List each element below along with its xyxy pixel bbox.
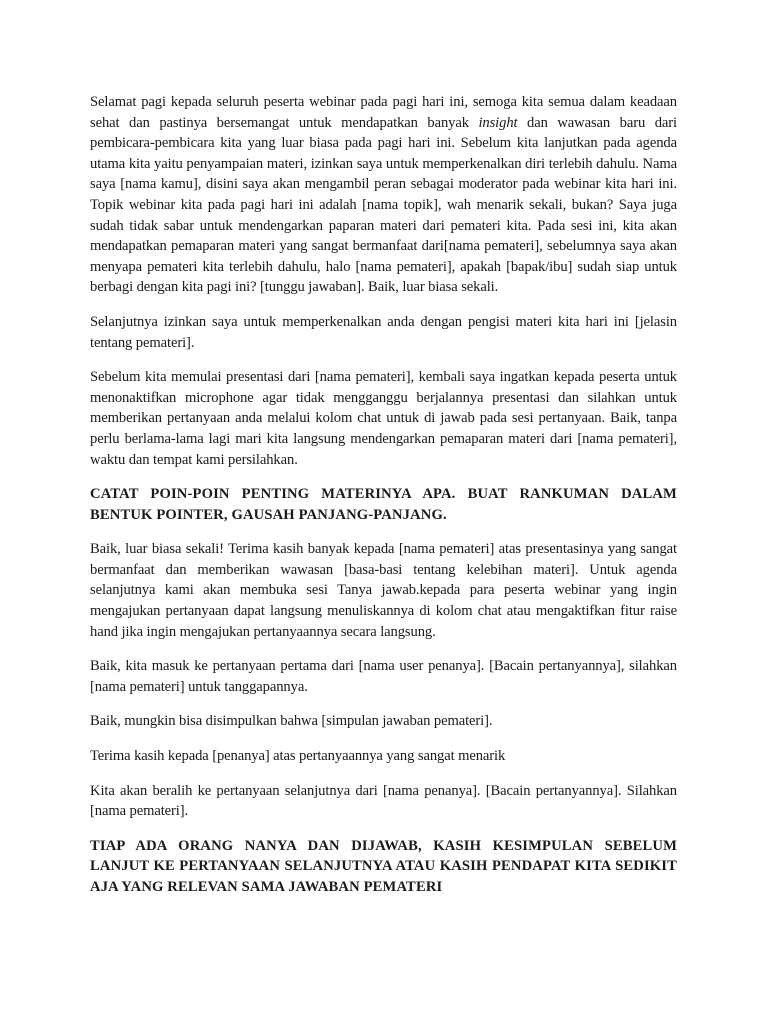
document-page: [90, 92, 677, 912]
paragraph-opening-part1: Selamat pagi kepada seluruh peserta webinar pada pagi hari ini, semoga kita semua dalam keadaan sehat dan pastinya bersemangat untuk mendapatkan banyak: [90, 94, 677, 131]
paragraph-opening: [90, 92, 677, 298]
paragraph-next-question: Kita akan beralih ke pertanyaan selanjutnya dari [nama penanya]. [Bacain pertanyannya]. Silahkan [nama pemateri].: [90, 782, 677, 820]
paragraph-opening-part2: dan wawasan baru dari pembicara-pembicara kita yang luar biasa pada pagi hari ini. Sebelum kita lanjutkan pada agenda utama kita yaitu penyampaian materi, izinkan saya untuk memperkenalkan diri terlebih dahulu. Nama saya [nama kamu], disini saya akan mengambil peran sebagai moderator pada webinar kita hari ini. Topik webinar kita pada pagi hari ini adalah [nama topik], wah menarik sekali, bukan? Saya juga sudah tidak sabar untuk mendengarkan paparan materi dari pemateri kita. Pada sesi ini, kita akan mendapatkan pemaparan materi yang sangat bermanfaat dari[nama pemateri], sebelumnya saya akan menyapa pemateri kita terlebih dahulu, halo [nama pemateri], apakah [bapak/ibu] sudah siap untuk berbagi dengan kita pagi ini? [tunggu jawaban]. Baik, luar biasa sekali.: [90, 114, 678, 296]
paragraph-first-question: Baik, kita masuk ke pertanyaan pertama dari [nama user penanya]. [Bacain pertanyannya], silahkan [nama pemateri] untuk tanggapannya.: [90, 658, 677, 695]
paragraph-introduce-speaker: Selanjutnya izinkan saya untuk memperkenalkan anda dengan pengisi materi kita hari ini [jelasin tentang pemateri].: [90, 313, 677, 351]
paragraph-thanks-asker: Terima kasih kepada [penanya] atas pertanyaannya yang sangat menarik: [90, 748, 506, 765]
italic-word-insight: insight: [478, 114, 518, 131]
paragraph-before-presentation: Sebelum kita memulai presentasi dari [nama pemateri], kembali saya ingatkan kepada peserta untuk menonaktifkan microphone agar tidak mengganggu berjalannya presentasi dan silahkan untuk memberikan pertanyaan anda melalui kolom chat untuk di jawab pada sesi pertanyaan. Baik, tanpa perlu berlama-lama lagi mari kita langsung mendengarkan pemaparan materi dari [nama pemateri], waktu dan tempat kami persilahkan.: [90, 369, 677, 468]
paragraph-conclusion: Baik, mungkin bisa disimpulkan bahwa [simpulan jawaban pemateri].: [90, 713, 493, 730]
instruction-heading-summary: CATAT POIN-POIN PENTING MATERINYA APA. BUAT RANKUMAN DALAM BENTUK POINTER, GAUSAH PANJANG-PANJANG.: [90, 486, 677, 523]
instruction-heading-conclude: TIAP ADA ORANG NANYA DAN DIJAWAB, KASIH KESIMPULAN SEBELUM LANJUT KE PERTANYAAN SELANJUTNYA ATAU KASIH PENDAPAT KITA SEDIKIT AJA YANG RELEVAN SAMA JAWABAN PEMATERI: [90, 837, 677, 895]
paragraph-qa-opening: Baik, luar biasa sekali! Terima kasih banyak kepada [nama pemateri] atas presentasinya yang sangat bermanfaat dan memberikan wawasan [basa-basi tentang kelebihan materi]. Untuk agenda selanjutnya kami akan membuka sesi Tanya jawab.kepada para peserta webinar yang ingin mengajukan pertanyaan dapat langsung menuliskannya di kolom chat atau mengaktifkan fitur raise hand jika ingin mengajukan pertanyaannya secara langsung.: [90, 541, 677, 640]
